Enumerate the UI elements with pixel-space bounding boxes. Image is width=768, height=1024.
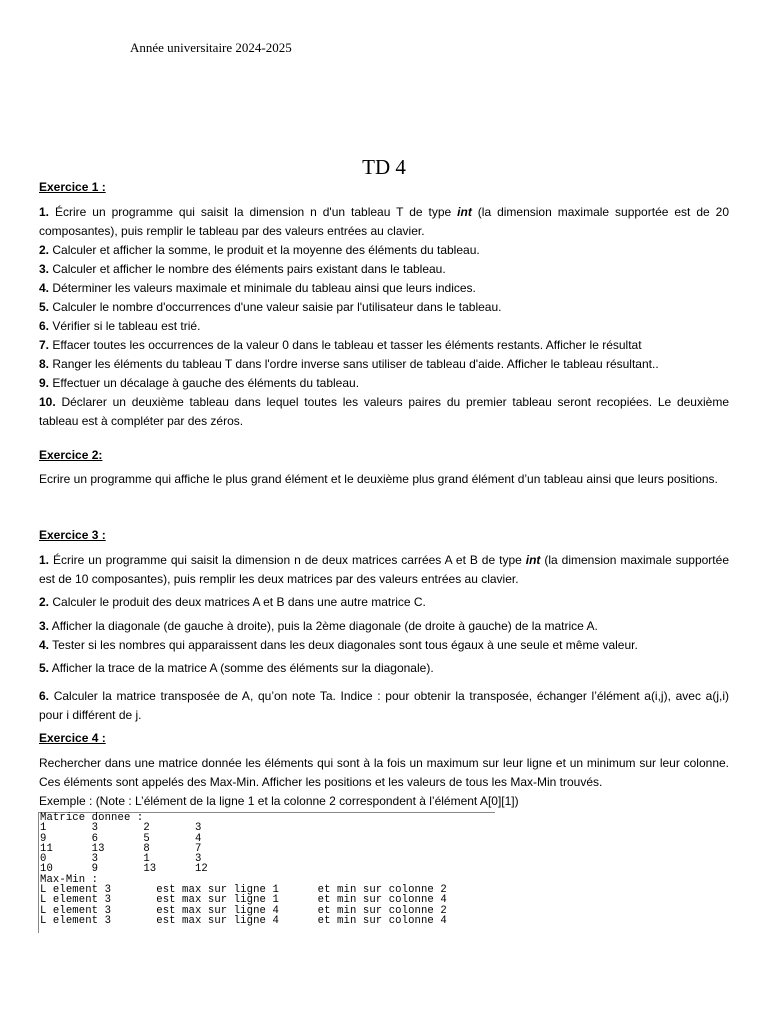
item-text: Écrire un programme qui saisit la dimension n d'un tableau T de type [54,205,458,219]
ex1-item-10 [39,393,729,431]
keyword-int: int [457,205,472,219]
exercise-1-body [39,203,729,431]
console-line: L element 3 est max sur ligne 1 et min sur colonne 4 [40,894,447,907]
exercise-4-example: Exemple : (Note : L’élément de la ligne 1 et la colonne 2 correspondent à l’élément A[0][1]) [39,794,519,808]
item-number: 5. [39,661,50,675]
keyword-int: int [525,553,541,567]
ex1-item-8 [39,355,729,374]
console-line: Matrice donnee : [40,812,144,824]
console-line: 11 13 8 7 [40,842,202,855]
exercise-4-body: Rechercher dans une matrice donnée les éléments qui sont à la fois un maximum sur leur ligne et un minimum sur leur colonne. Ces éléments sont appelés des Max-Min. Afficher les positions et les valeurs de tous les Max-Min trouvés. [39,756,729,789]
item-number: 6. [39,319,50,333]
item-number: 4. [39,638,50,652]
ex1-item-7 [39,336,729,355]
item-text: (la dimension maximale supportée est de 10 composantes), puis remplir les deux matrices par des valeurs entrées au clavier. [39,553,729,586]
ex1-item-9 [39,374,729,393]
item-text: Tester si les nombres qui apparaissent dans les deux diagonales sont tous égaux à une seule et même valeur. [52,638,638,652]
page-title: TD 4 [362,155,406,179]
console-line: L element 3 est max sur ligne 4 et min sur colonne 4 [40,914,447,927]
academic-year: Année universitaire 2024-2025 [130,40,292,55]
console-line: L element 3 est max sur ligne 4 et min sur colonne 2 [40,904,447,917]
exercise-3-item-2 [39,593,729,612]
ex1-item-3 [39,260,729,279]
exercise-2-body: Ecrire un programme qui affiche le plus grand élément et le deuxième plus grand élément d’un tableau ainsi que leurs positions. [39,472,718,486]
ex1-item-4 [39,279,729,298]
item-text: Déclarer un deuxième tableau dans lequel toutes les valeurs paires du premier tableau seront recopiées. Le deuxième tableau est à compléter par des zéros. [39,395,729,428]
item-text: Afficher la diagonale (de gauche à droite), puis la 2ème diagonale (de droite à gauche) de la matrice A. [51,619,598,633]
item-number: 8. [39,357,50,371]
item-text: Calculer le nombre d'occurrences d'une valeur saisie par l'utilisateur dans le tableau. [52,300,502,314]
item-text: Effacer toutes les occurrences de la valeur 0 dans le tableau et tasser les éléments restants. Afficher le résultat [52,338,642,352]
item-number: 7. [39,338,50,352]
item-number: 6. [39,689,50,703]
item-number: 1. [39,553,50,567]
item-text: Calculer la matrice transposée de A, qu’on note Ta. Indice : pour obtenir la transposée, échanger l’élément a(i,j), avec a(j,i) pour i différent de j. [39,689,729,722]
item-text: Écrire un programme qui saisit la dimension n de deux matrices carrées A et B de type [52,553,526,567]
item-text: Calculer le produit des deux matrices A et B dans une autre matrice C. [52,595,426,609]
item-text: Déterminer les valeurs maximale et minimale du tableau ainsi que leurs indices. [52,281,476,295]
item-text: (la dimension maximale supportée est de 20 composantes), puis remplir le tableau par des valeurs entrées au clavier. [39,205,729,238]
ex1-item-5 [39,298,729,317]
item-text: Calculer et afficher la somme, le produit et la moyenne des éléments du tableau. [52,243,480,257]
exercise-3-title: Exercice 3 : [39,528,106,542]
item-text: Ranger les éléments du tableau T dans l'ordre inverse sans utiliser de tableau d'aide. Afficher le tableau résultant.. [52,357,659,371]
exercise-3-item-5 [39,659,729,678]
item-number: 9. [39,376,50,390]
console-line: 9 6 5 4 [40,832,202,845]
item-number: 2. [39,595,50,609]
item-number: 4. [39,281,50,295]
ex1-item-1 [39,203,729,241]
exercise-3-item-1 [39,551,729,589]
exercise-1-title: Exercice 1 : [39,180,106,194]
item-number: 5. [39,300,50,314]
console-line: 0 3 1 3 [40,853,202,866]
item-number: 1. [39,205,50,219]
console-line: L element 3 est max sur ligne 1 et min sur colonne 2 [40,884,447,897]
ex1-item-2 [39,241,729,260]
exercise-2-title: Exercice 2: [39,448,103,462]
item-number: 3. [39,619,50,633]
item-number: 10. [39,395,56,409]
console-line: Max-Min : [40,873,99,886]
item-text: Calculer et afficher le nombre des éléments pairs existant dans le tableau. [52,262,446,276]
item-number: 3. [39,262,50,276]
console-line: 10 9 13 12 [40,863,208,876]
exercise-3-item-6 [39,687,729,725]
console-line: 1 3 2 3 [40,822,202,835]
item-text: Vérifier si le tableau est trié. [52,319,201,333]
exercise-4-title: Exercice 4 : [39,731,106,745]
exercise-3-item-3-4 [39,617,729,655]
item-number: 2. [39,243,50,257]
ex1-item-6 [39,317,729,336]
item-text: Effectuer un décalage à gauche des éléments du tableau. [52,376,360,390]
console-output [38,812,495,933]
item-text: Afficher la trace de la matrice A (somme des éléments sur la diagonale). [51,661,434,675]
